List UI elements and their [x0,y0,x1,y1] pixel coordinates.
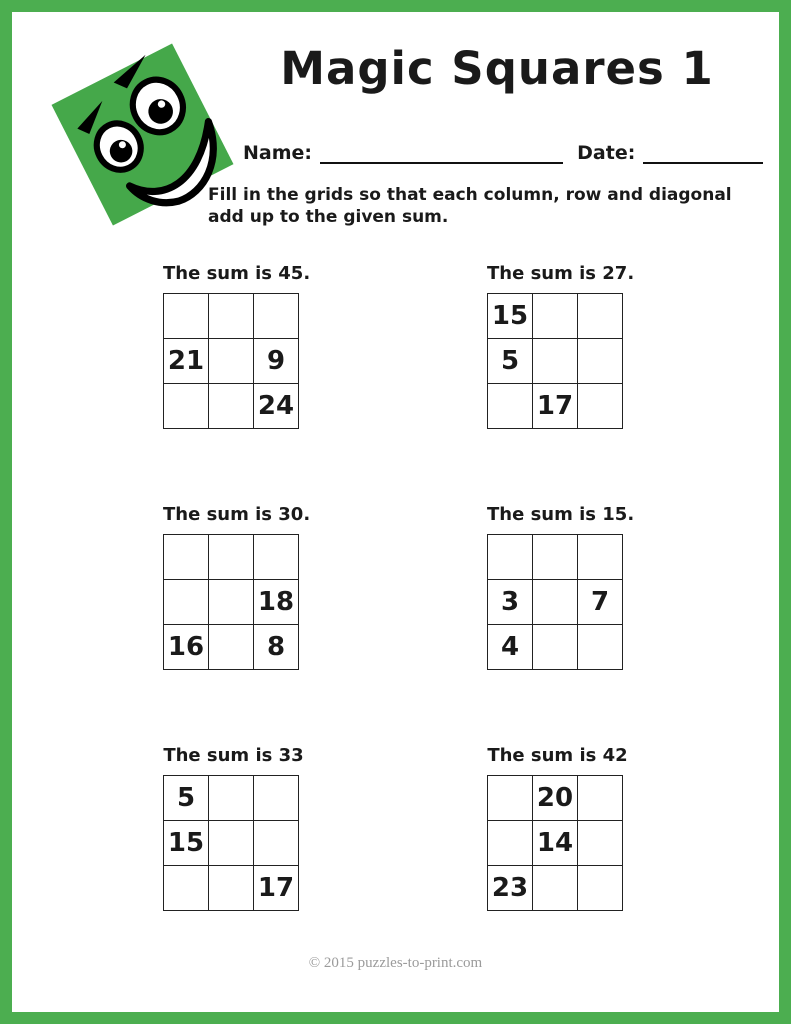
grid-cell [578,866,623,911]
grid-cell [488,384,533,429]
grid-cell: 8 [254,625,299,670]
page-title: Magic Squares 1 [280,42,714,95]
puzzle-6-sum-label: The sum is 42 [487,745,628,766]
puzzle-2 [487,263,635,429]
grid-cell: 4 [488,625,533,670]
grid-cell [578,776,623,821]
grid-cell [164,535,209,580]
grid-cell [254,535,299,580]
grid-cell [533,866,578,911]
name-blank-line [320,140,563,164]
grid-cell [209,776,254,821]
grid-cell: 7 [578,580,623,625]
grid-cell [164,580,209,625]
puzzle-6 [487,745,628,911]
puzzle-5-grid [163,775,299,911]
grid-cell: 3 [488,580,533,625]
grid-cell [209,384,254,429]
instructions-text: Fill in the grids so that each column, row and diagonal add up to the given sum. [208,185,732,228]
grid-cell: 5 [164,776,209,821]
grid-cell: 17 [254,866,299,911]
grid-cell [533,294,578,339]
puzzle-4-sum-label: The sum is 15. [487,504,635,525]
grid-cell [578,294,623,339]
date-label: Date: [577,142,636,164]
grid-cell [209,821,254,866]
grid-cell: 18 [254,580,299,625]
grid-cell [488,535,533,580]
puzzle-2-sum-label: The sum is 27. [487,263,635,284]
grid-cell: 15 [164,821,209,866]
grid-cell: 20 [533,776,578,821]
grid-cell: 16 [164,625,209,670]
puzzle-3-sum-label: The sum is 30. [163,504,311,525]
puzzle-5 [163,745,304,911]
grid-cell: 21 [164,339,209,384]
grid-cell [164,866,209,911]
puzzle-1 [163,263,311,429]
puzzle-3 [163,504,311,670]
puzzle-2-grid [487,293,623,429]
grid-cell [578,384,623,429]
grid-cell [164,384,209,429]
grid-cell [533,339,578,384]
grid-cell [578,625,623,670]
name-label: Name: [243,142,313,164]
grid-cell: 5 [488,339,533,384]
grid-cell [209,625,254,670]
puzzle-1-grid [163,293,299,429]
date-blank-line [643,140,763,164]
grid-cell [254,294,299,339]
puzzle-4-grid [487,534,623,670]
grid-cell [164,294,209,339]
grid-cell [209,580,254,625]
grid-cell [578,821,623,866]
grid-cell [254,821,299,866]
grid-cell [578,339,623,384]
grid-cell: 9 [254,339,299,384]
grid-cell: 23 [488,866,533,911]
copyright-footer: © 2015 puzzles-to-print.com [308,955,483,971]
grid-cell [533,535,578,580]
grid-cell: 15 [488,294,533,339]
grid-cell [209,339,254,384]
grid-cell [254,776,299,821]
grid-cell [578,535,623,580]
grid-cell [488,776,533,821]
grid-cell [209,535,254,580]
puzzle-5-sum-label: The sum is 33 [163,745,304,766]
grid-cell [533,625,578,670]
name-date-row [243,140,763,164]
grid-cell: 24 [254,384,299,429]
puzzle-1-sum-label: The sum is 45. [163,263,311,284]
grid-cell [209,866,254,911]
grid-cell [533,580,578,625]
grid-cell: 14 [533,821,578,866]
grid-cell [488,821,533,866]
puzzle-3-grid [163,534,299,670]
grid-cell: 17 [533,384,578,429]
grid-cell [209,294,254,339]
puzzle-4 [487,504,635,670]
puzzle-6-grid [487,775,623,911]
